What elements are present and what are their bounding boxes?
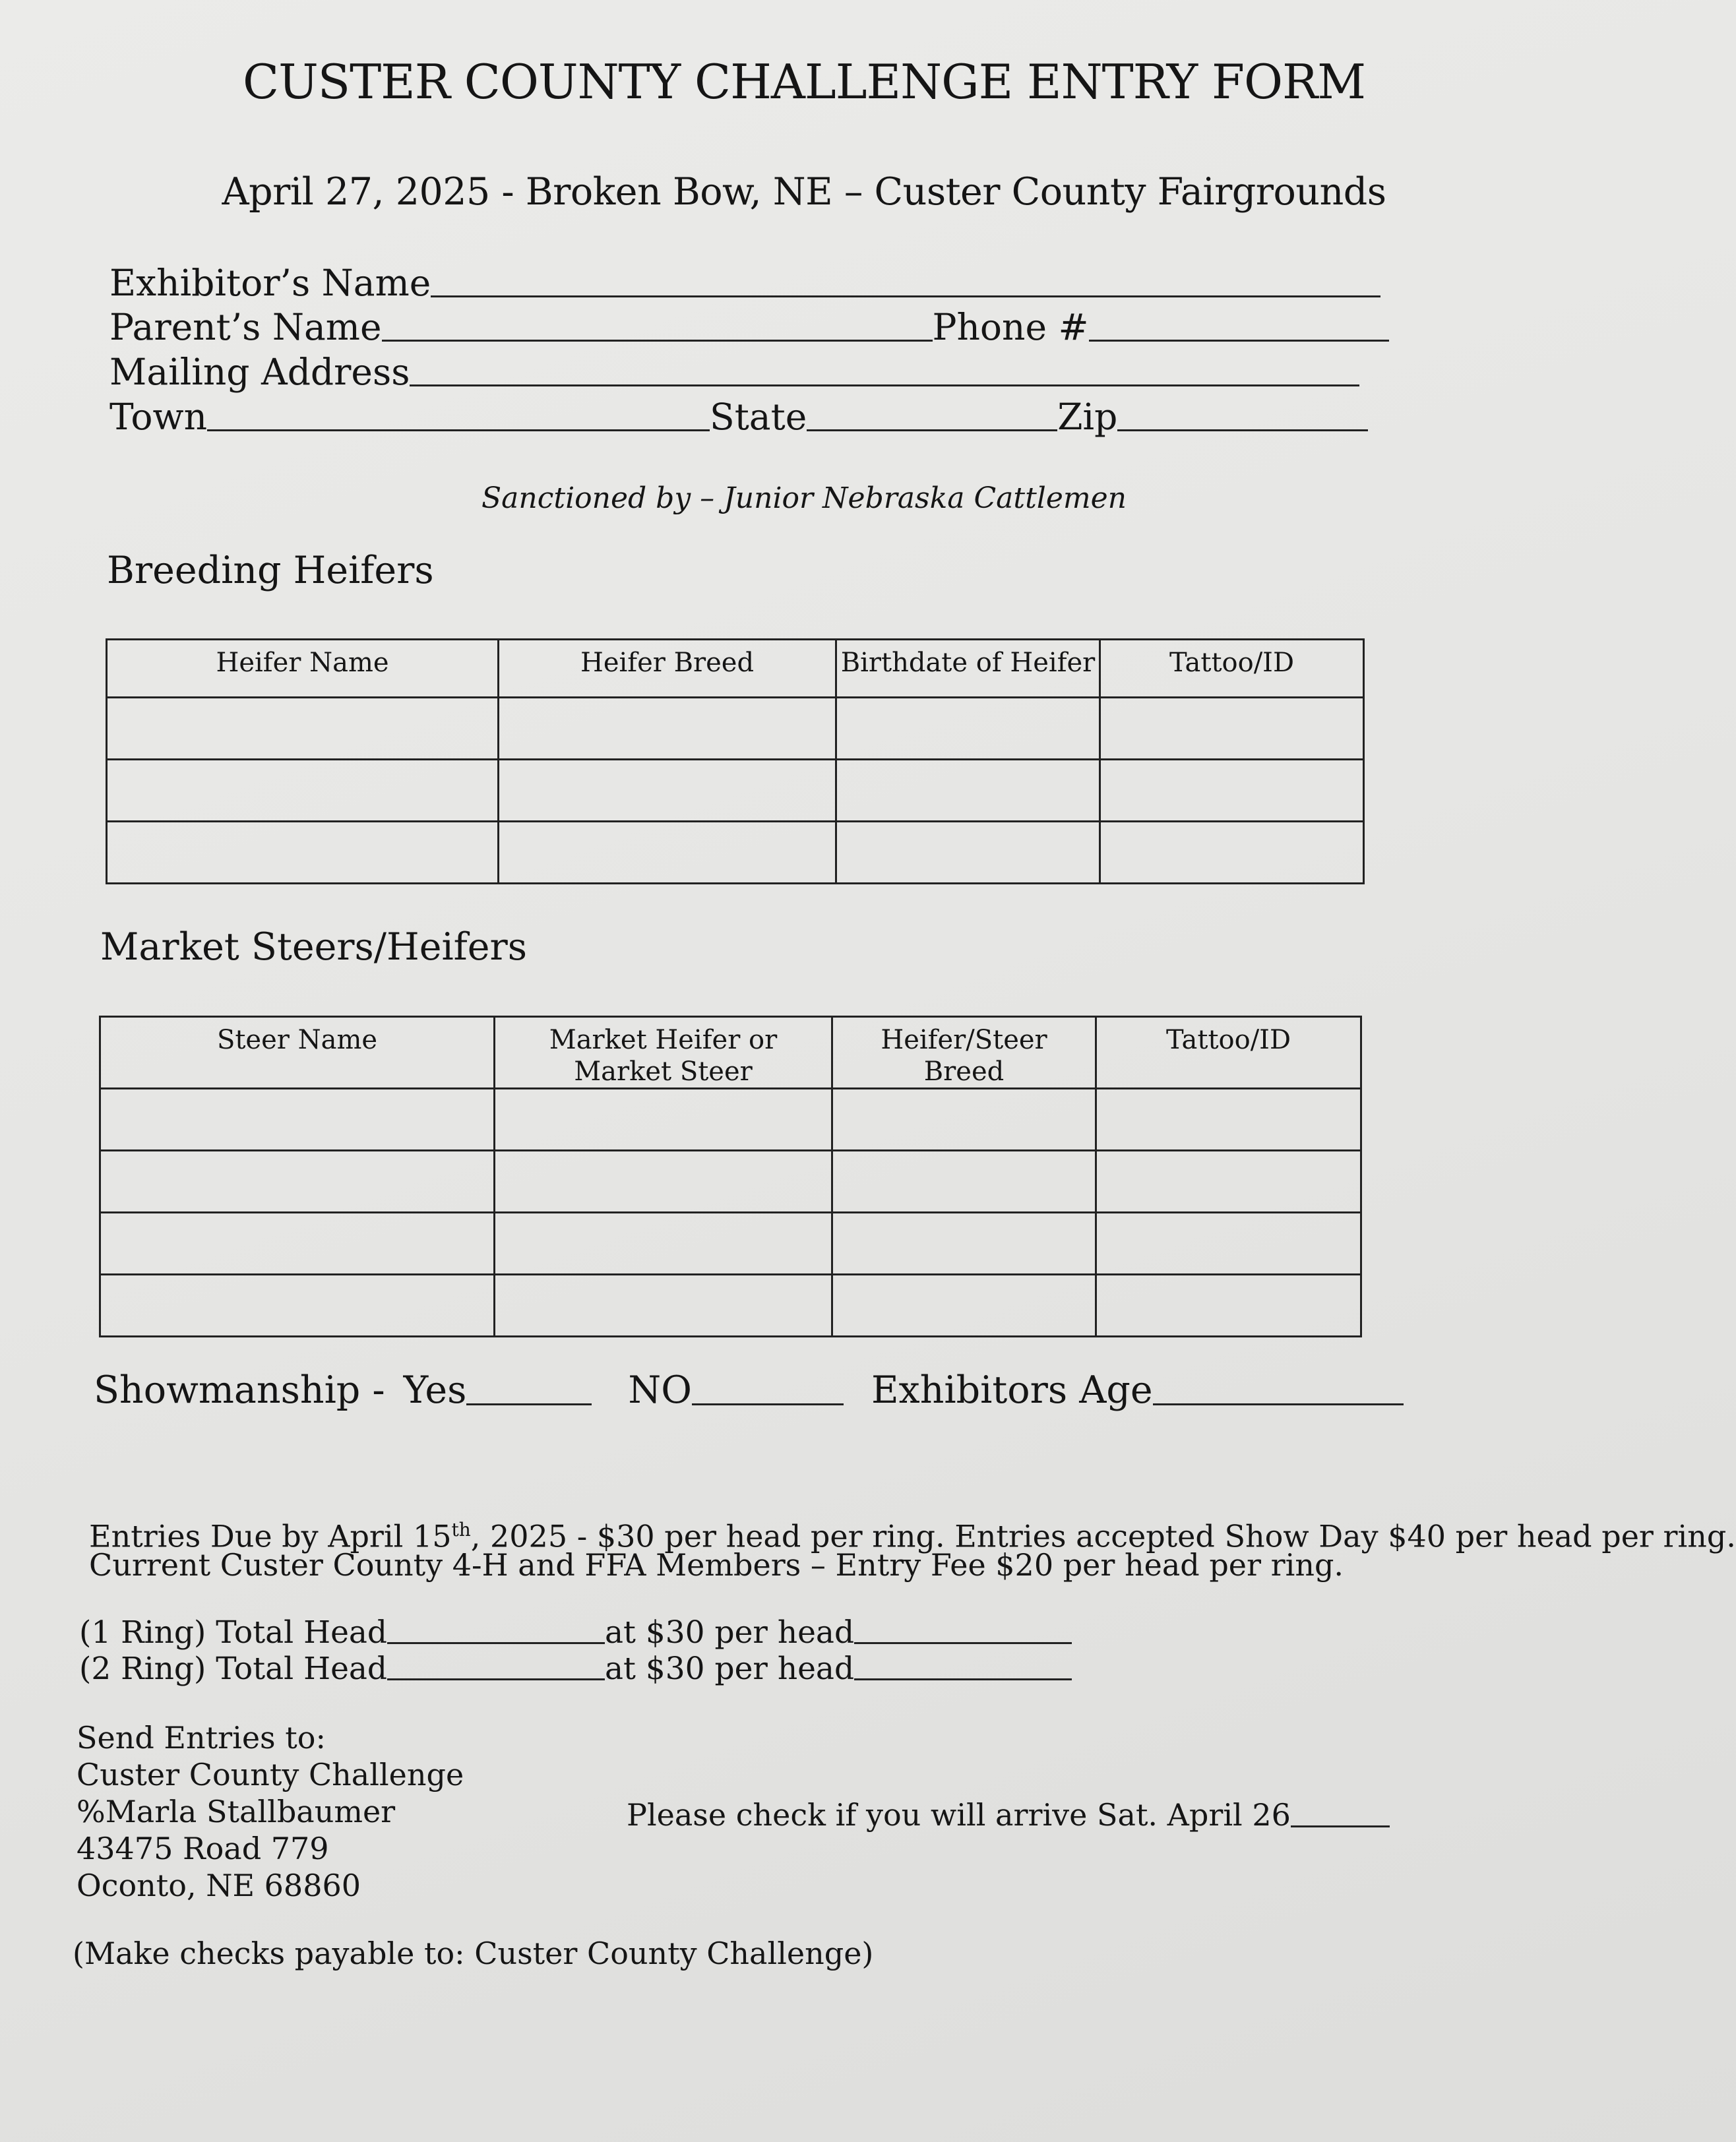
table-row [107, 822, 1364, 884]
table-header-row [100, 1017, 1361, 1089]
column-header: Market Heifer or Market Steer [495, 1017, 832, 1089]
table-cell[interactable] [495, 1089, 832, 1151]
arrival-check-label: Please check if you will arrive Sat. April 26 [627, 1797, 1291, 1833]
table-row [107, 760, 1364, 822]
table-cell[interactable] [1100, 822, 1364, 884]
ring-2-total-head-blank[interactable] [387, 1678, 605, 1680]
exhibitor-name-blank[interactable] [431, 295, 1380, 297]
ring-2-row [79, 1651, 1072, 1687]
phone-label: Phone # [932, 306, 1089, 348]
mailing-address-row [109, 350, 1359, 393]
breeding-heifers-title: Breeding Heifers [107, 549, 434, 592]
table-row [100, 1089, 1361, 1151]
showmanship-no-label: NO [628, 1368, 692, 1412]
table-cell[interactable] [1096, 1089, 1361, 1151]
column-header: Tattoo/ID [1096, 1017, 1361, 1089]
address-line: Oconto, NE 68860 [77, 1868, 361, 1903]
showmanship-row [94, 1368, 1404, 1412]
exhibitor-age-label: Exhibitors Age [871, 1368, 1153, 1412]
address-line: 43475 Road 779 [77, 1831, 329, 1866]
table-cell[interactable] [836, 698, 1100, 760]
table-row [107, 698, 1364, 760]
showmanship-label: Showmanship - [94, 1368, 385, 1412]
table-cell[interactable] [100, 1151, 495, 1213]
column-header: Tattoo/ID [1100, 640, 1364, 698]
market-steers-heifers-title: Market Steers/Heifers [100, 925, 528, 969]
table-cell[interactable] [495, 1275, 832, 1337]
table-cell[interactable] [1096, 1151, 1361, 1213]
mailing-address-blank[interactable] [410, 384, 1359, 386]
entries-due-prefix: Entries Due by April 15 [89, 1518, 452, 1554]
member-fee-text: Current Custer County 4-H and FFA Members – Entry Fee $20 per head per ring. [89, 1547, 1344, 1583]
zip-label: Zip [1057, 396, 1118, 438]
showmanship-no-blank[interactable] [692, 1403, 844, 1405]
table-cell[interactable] [107, 698, 499, 760]
table-row [100, 1151, 1361, 1213]
parent-name-row [109, 305, 1389, 348]
table-cell[interactable] [495, 1151, 832, 1213]
arrival-check-row [627, 1797, 1390, 1833]
table-cell[interactable] [100, 1089, 495, 1151]
phone-blank[interactable] [1089, 340, 1389, 342]
showmanship-yes-label: Yes [403, 1368, 467, 1412]
state-label: State [710, 396, 807, 438]
parent-name-blank[interactable] [382, 340, 933, 342]
ring-2-label: (2 Ring) Total Head [79, 1651, 388, 1687]
table-cell[interactable] [1096, 1275, 1361, 1337]
table-row [100, 1213, 1361, 1275]
parent-name-label: Parent’s Name [109, 306, 382, 348]
ring-2-rate: at $30 per head [605, 1651, 855, 1687]
ring-2-amount-blank[interactable] [854, 1678, 1072, 1680]
send-entries-heading: Send Entries to: [77, 1720, 326, 1756]
town-state-zip-row [109, 394, 1368, 438]
table-cell[interactable] [499, 698, 836, 760]
table-cell[interactable] [107, 760, 499, 822]
form-title: CUSTER COUNTY CHALLENGE ENTRY FORM [243, 54, 1365, 109]
address-line: %Marla Stallbaumer [77, 1794, 396, 1829]
mailing-address-label: Mailing Address [109, 351, 410, 393]
table-cell[interactable] [1096, 1213, 1361, 1275]
entries-due-sup: th [451, 1519, 471, 1541]
table-row [100, 1275, 1361, 1337]
table-cell[interactable] [836, 760, 1100, 822]
checks-payable-note: (Make checks payable to: Custer County Challenge) [73, 1936, 874, 1971]
table-cell[interactable] [832, 1275, 1096, 1337]
column-header: Heifer/Steer Breed [832, 1017, 1096, 1089]
sanctioned-by: Sanctioned by – Junior Nebraska Cattlemen [481, 481, 1127, 515]
table-cell[interactable] [495, 1213, 832, 1275]
market-steers-heifers-table [99, 1016, 1362, 1337]
table-cell[interactable] [1100, 698, 1364, 760]
table-cell[interactable] [836, 822, 1100, 884]
table-cell[interactable] [107, 822, 499, 884]
town-label: Town [109, 396, 208, 438]
breeding-heifers-table [106, 638, 1365, 884]
arrival-check-blank[interactable] [1291, 1825, 1390, 1827]
ring-1-total-head-blank[interactable] [387, 1642, 605, 1644]
column-header: Heifer Name [107, 640, 499, 698]
ring-1-amount-blank[interactable] [854, 1642, 1072, 1644]
ring-1-label: (1 Ring) Total Head [79, 1614, 388, 1651]
entries-due-suffix: , 2025 - $30 per head per ring. Entries accepted Show Day $40 per head per ring. [470, 1518, 1736, 1554]
state-blank[interactable] [807, 429, 1057, 431]
table-cell[interactable] [499, 822, 836, 884]
table-cell[interactable] [1100, 760, 1364, 822]
ring-1-rate: at $30 per head [605, 1614, 855, 1651]
address-line: Custer County Challenge [77, 1757, 464, 1792]
send-entries-block [77, 1719, 464, 1904]
table-cell[interactable] [100, 1213, 495, 1275]
event-date-location: April 27, 2025 - Broken Bow, NE – Custer County Fairgrounds [222, 170, 1386, 214]
exhibitor-name-row [109, 260, 1380, 304]
column-header: Birthdate of Heifer [836, 640, 1100, 698]
table-header-row [107, 640, 1364, 698]
table-cell[interactable] [832, 1151, 1096, 1213]
column-header: Steer Name [100, 1017, 495, 1089]
exhibitor-age-blank[interactable] [1153, 1403, 1404, 1405]
zip-blank[interactable] [1117, 429, 1368, 431]
table-cell[interactable] [832, 1089, 1096, 1151]
table-cell[interactable] [832, 1213, 1096, 1275]
column-header: Heifer Breed [499, 640, 836, 698]
exhibitor-name-label: Exhibitor’s Name [109, 262, 431, 304]
ring-1-row [79, 1614, 1072, 1651]
table-cell[interactable] [100, 1275, 495, 1337]
town-blank[interactable] [207, 429, 710, 431]
table-cell[interactable] [499, 760, 836, 822]
showmanship-yes-blank[interactable] [466, 1403, 592, 1405]
